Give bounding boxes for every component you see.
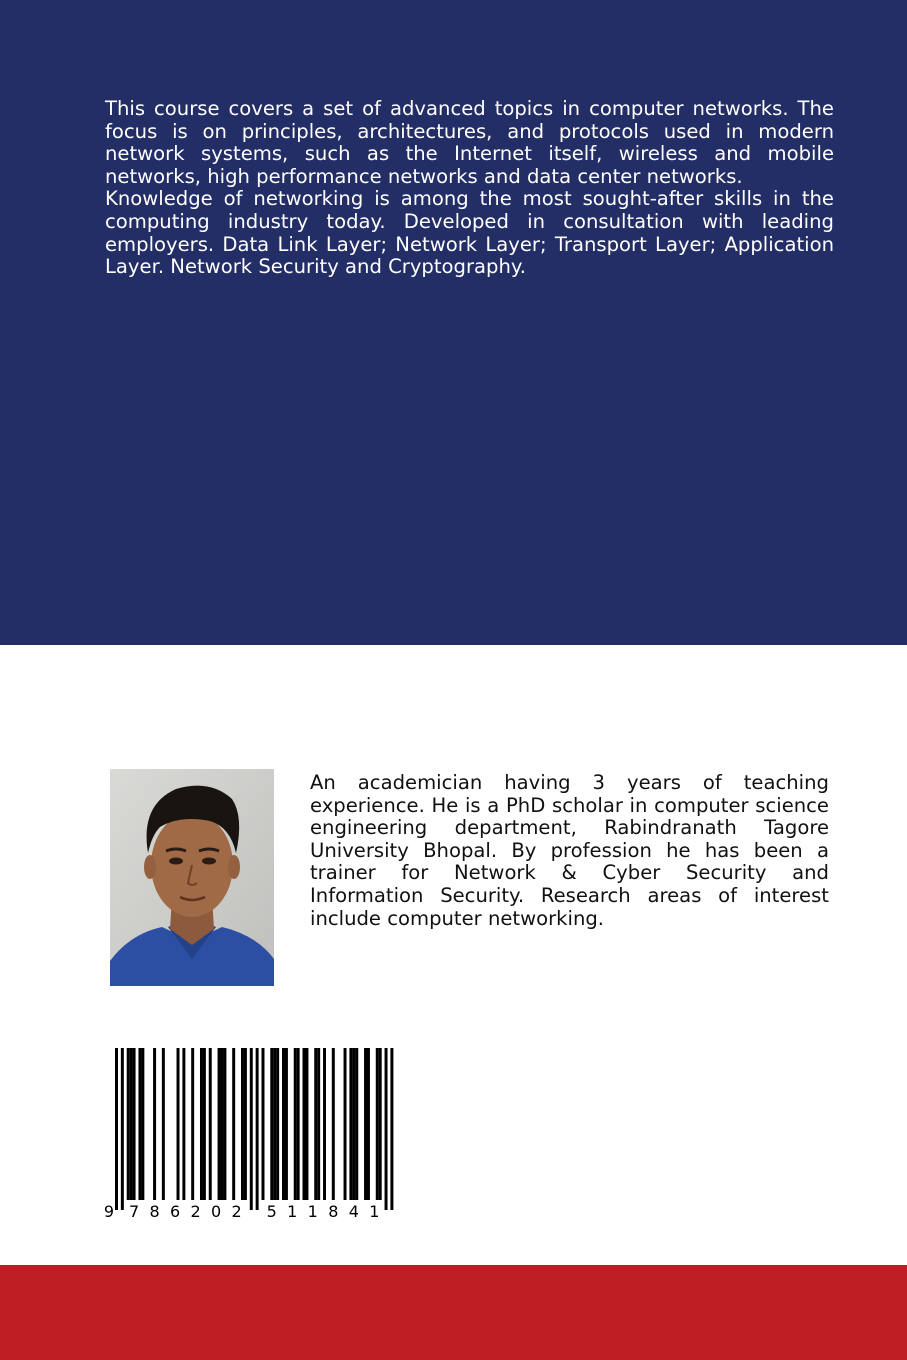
barcode-bar	[303, 1048, 306, 1200]
barcode-bar	[232, 1048, 235, 1200]
barcode-bar	[130, 1048, 133, 1200]
barcode-bar	[305, 1048, 308, 1200]
description-paragraph-1: This course covers a set of advanced topics in computer networks. The focus is on principles, architectures, and protocols used in modern network systems, such as the Internet itself, wireless and mobile networks, high performance networks and data center networks.	[105, 97, 834, 188]
barcode-bar	[203, 1048, 206, 1200]
barcode-bar	[364, 1048, 367, 1200]
barcode-digit: 7	[128, 1202, 140, 1220]
barcode-digit: 2	[190, 1202, 201, 1220]
barcode-bar	[121, 1048, 124, 1210]
barcode-digit: 1	[287, 1202, 298, 1220]
barcode-bar	[182, 1048, 185, 1200]
barcode-digit: 2	[231, 1202, 242, 1220]
cover-top-panel	[0, 0, 907, 645]
barcode-bar	[352, 1048, 355, 1200]
description-paragraph-2: Knowledge of networking is among the most sought-after skills in the computing industry today. Developed in consultation with leading employers. Data Link Layer; Network Layer; Transport Layer; Application Layer. Network Security and Cryptography.	[105, 187, 834, 279]
barcode-bar	[314, 1048, 317, 1200]
barcode-bar	[138, 1048, 141, 1200]
isbn-barcode	[103, 1048, 395, 1220]
barcode-digit: 9	[103, 1202, 115, 1220]
barcode-digit: 6	[169, 1202, 181, 1220]
barcode-bar	[133, 1048, 136, 1200]
barcode-bar	[294, 1048, 297, 1200]
barcode-bar	[349, 1048, 352, 1200]
barcode-bar	[153, 1048, 156, 1200]
barcode-digit: 1	[369, 1202, 380, 1220]
barcode-bar	[317, 1048, 320, 1200]
barcode-bar	[385, 1048, 388, 1210]
barcode-bar	[241, 1048, 244, 1200]
barcode-bar	[379, 1048, 382, 1200]
barcode-bar	[285, 1048, 288, 1200]
barcode-bar	[220, 1048, 223, 1200]
barcode-bar	[282, 1048, 285, 1200]
barcode-bar	[323, 1048, 326, 1200]
barcode-bar	[256, 1048, 259, 1210]
barcode-bar	[270, 1048, 273, 1200]
barcode-bar	[250, 1048, 253, 1210]
barcode-bar	[297, 1048, 300, 1200]
author-bio: An academician having 3 years of teaching experience. He is a PhD scholar in computer science engineering department, Rabindranath Tagore University Bhopal. By profession he has been a trainer for Network & Cyber Security and Information Security. Research areas of interest include computer networking.	[310, 771, 829, 930]
author-photo-image	[110, 769, 274, 986]
barcode-bar	[244, 1048, 247, 1200]
barcode-bar	[177, 1048, 180, 1200]
barcode-digit: 0	[210, 1202, 222, 1220]
author-photo	[110, 769, 274, 986]
barcode-digit: 1	[307, 1202, 318, 1220]
barcode-bar	[115, 1048, 118, 1210]
barcode-bar	[127, 1048, 130, 1200]
barcode-digit: 8	[149, 1202, 160, 1220]
barcode-bar	[162, 1048, 165, 1200]
barcode-digit: 8	[328, 1202, 339, 1220]
barcode-bar	[273, 1048, 276, 1200]
barcode-bar	[209, 1048, 212, 1200]
barcode-bar	[141, 1048, 144, 1200]
barcode-bar	[191, 1048, 194, 1200]
barcode-bar	[223, 1048, 226, 1200]
barcode-bar	[344, 1048, 347, 1200]
barcode-bar	[332, 1048, 335, 1200]
barcode-bar	[218, 1048, 221, 1200]
barcode-graphic	[103, 1048, 395, 1220]
barcode-bar	[390, 1048, 393, 1210]
barcode-bar	[262, 1048, 265, 1200]
barcode-bar	[200, 1048, 203, 1200]
barcode-digit: 5	[266, 1202, 277, 1220]
barcode-bar	[367, 1048, 370, 1200]
barcode-digit: 4	[348, 1202, 359, 1220]
barcode-bar	[276, 1048, 279, 1200]
barcode-bar	[355, 1048, 358, 1200]
barcode-bar	[376, 1048, 379, 1200]
book-description	[105, 98, 834, 279]
cover-bottom-band	[0, 1265, 907, 1360]
